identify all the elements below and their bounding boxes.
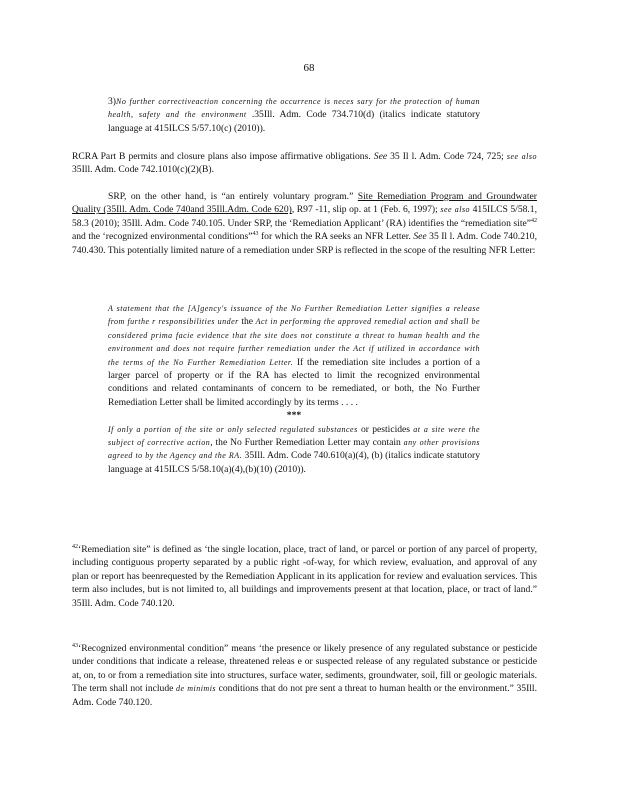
list-marker: 3)	[108, 96, 116, 107]
statutory-language: A statement that the [A]gency's issuance of the No Further Remediation Letter signifies a release from furthe r responsibilities under	[108, 304, 480, 327]
footnote-text: ‘Recognized environmental condition” means ‘the presence or likely presence of any regulated substance or pesticide under conditions that indicate a release, threatened releas e or suspected release of any regulated substance or pesticide at, on, to or from a remediation site into structures, surface water, sediments, groundwater, soil, fill or geologic materials. The term shall not include	[72, 643, 537, 695]
paragraph-text: 415ILCS 5/58.1, 58.3 (2010); 35Ill. Adm. Code 740.105. Under SRP, the ‘Remediation Applicant’ (RA) identifies the “remediation site”	[72, 204, 538, 229]
paragraph-srp	[72, 190, 537, 257]
statutory-language: Act in performing the approved remedial action and shall be considered prima facie evidence that the site does not constitute a threat to human health and the environment and does not require further remediation under the Act if utilized in accordance with the terms of the No Further Remediation Letter.	[108, 317, 481, 367]
quote-text: , the No Further Remediation Letter may contain	[210, 437, 401, 449]
paragraph-text: for which the RA seeks an NFR Letter.	[260, 231, 411, 243]
quote-block-2	[108, 302, 480, 476]
section-break-stars: ***	[286, 410, 302, 422]
paragraph-text: RCRA Part B permits and closure plans also impose affirmative obligations.	[72, 151, 371, 162]
paragraph-rcra	[72, 150, 537, 177]
page-number: 68	[303, 62, 315, 74]
quote-text: If the remediation site includes a portion of a larger parcel of property or if the RA has elected to limit the recognized environmental conditions and related contaminants of concern to be remediated, or both, the No Further Remediation Letter shall be limited accordingly by its terms . . . .	[108, 356, 480, 408]
signal-see: See	[413, 231, 427, 243]
citation: 35 Il l. Adm. Code 724, 725;	[390, 151, 504, 162]
statutory-language: at a site were the subject of corrective action	[108, 424, 481, 448]
footnote-43	[72, 642, 537, 709]
footnote-ref-42[interactable]: 42	[531, 217, 537, 224]
statutory-language: No further correctiveaction concerning the occurrence is neces sary for the protection of human health, safety and the environment	[108, 97, 480, 120]
signal-see-also: see also	[506, 152, 538, 161]
latin-term: de minimis	[175, 684, 217, 694]
statutory-language: any other provisions agreed to by the Agency and the RA.	[108, 438, 480, 461]
quote-block-1	[108, 95, 480, 135]
case-name: Site Remediation Program and Groundwater Quality (35Ill. Adm. Code 740and 35Ill.Adm. Code 620)	[72, 191, 537, 216]
signal-see: See	[373, 151, 388, 162]
quote-text: or pesticides	[360, 423, 411, 435]
citation: 35Ill. Adm. Code 740.610(a)(4), (b) (italics indicate statutory language at 415ILCS 5/58.10(a)(4),(b)(10) (2010)).	[108, 450, 481, 475]
paragraph-text: 35 Il l. Adm. Code 740.210, 740.430. This potentially limited nature of a remediation under SRP is reflected in the scope of the resulting NFR Letter:	[72, 231, 537, 256]
statutory-language: If only a portion of the site or only selected regulated substances	[108, 424, 358, 434]
paragraph-text: , R97 -11, slip op. at 1 (Feb. 6, 1997);	[291, 204, 438, 216]
quote-text: the	[241, 316, 254, 328]
footnote-text: ‘Remediation site” is defined as ‘the single location, place, tract of land, or parcel or portion of any parcel of property, including contiguous property separated by a public right -of-way, for which review, evaluation, and approval of any plan or report has beenrequested by the Remediation Applicant in its application for review and evaluation services. This term also includes, but is not limited to, all buildings and improvements present at that location, place, or tract of land.” 35Ill. Adm. Code 740.120.	[72, 544, 537, 609]
signal-see-also: see also	[440, 205, 471, 215]
footnote-number: 42	[72, 543, 78, 550]
citation: 35Ill. Adm. Code 742.1010(c)(2)(B).	[72, 164, 215, 176]
footnote-number: 43	[72, 642, 78, 649]
paragraph-text: SRP, on the other hand, is “an entirely voluntary program.”	[108, 191, 354, 202]
citation: .35Ill. Adm. Code 734.710(d) (italics indicate statutory language at 415ILCS 5/57.10(c) (2010)).	[108, 109, 481, 134]
footnote-42	[72, 543, 537, 610]
paragraph-text: and the ‘recognized environmental conditions”	[72, 231, 253, 243]
footnote-ref-43[interactable]: 43	[252, 231, 259, 238]
footnote-text: conditions that do not pre sent a threat to human health or the environment.” 35Ill. Adm. Code 740.120.	[72, 683, 538, 708]
